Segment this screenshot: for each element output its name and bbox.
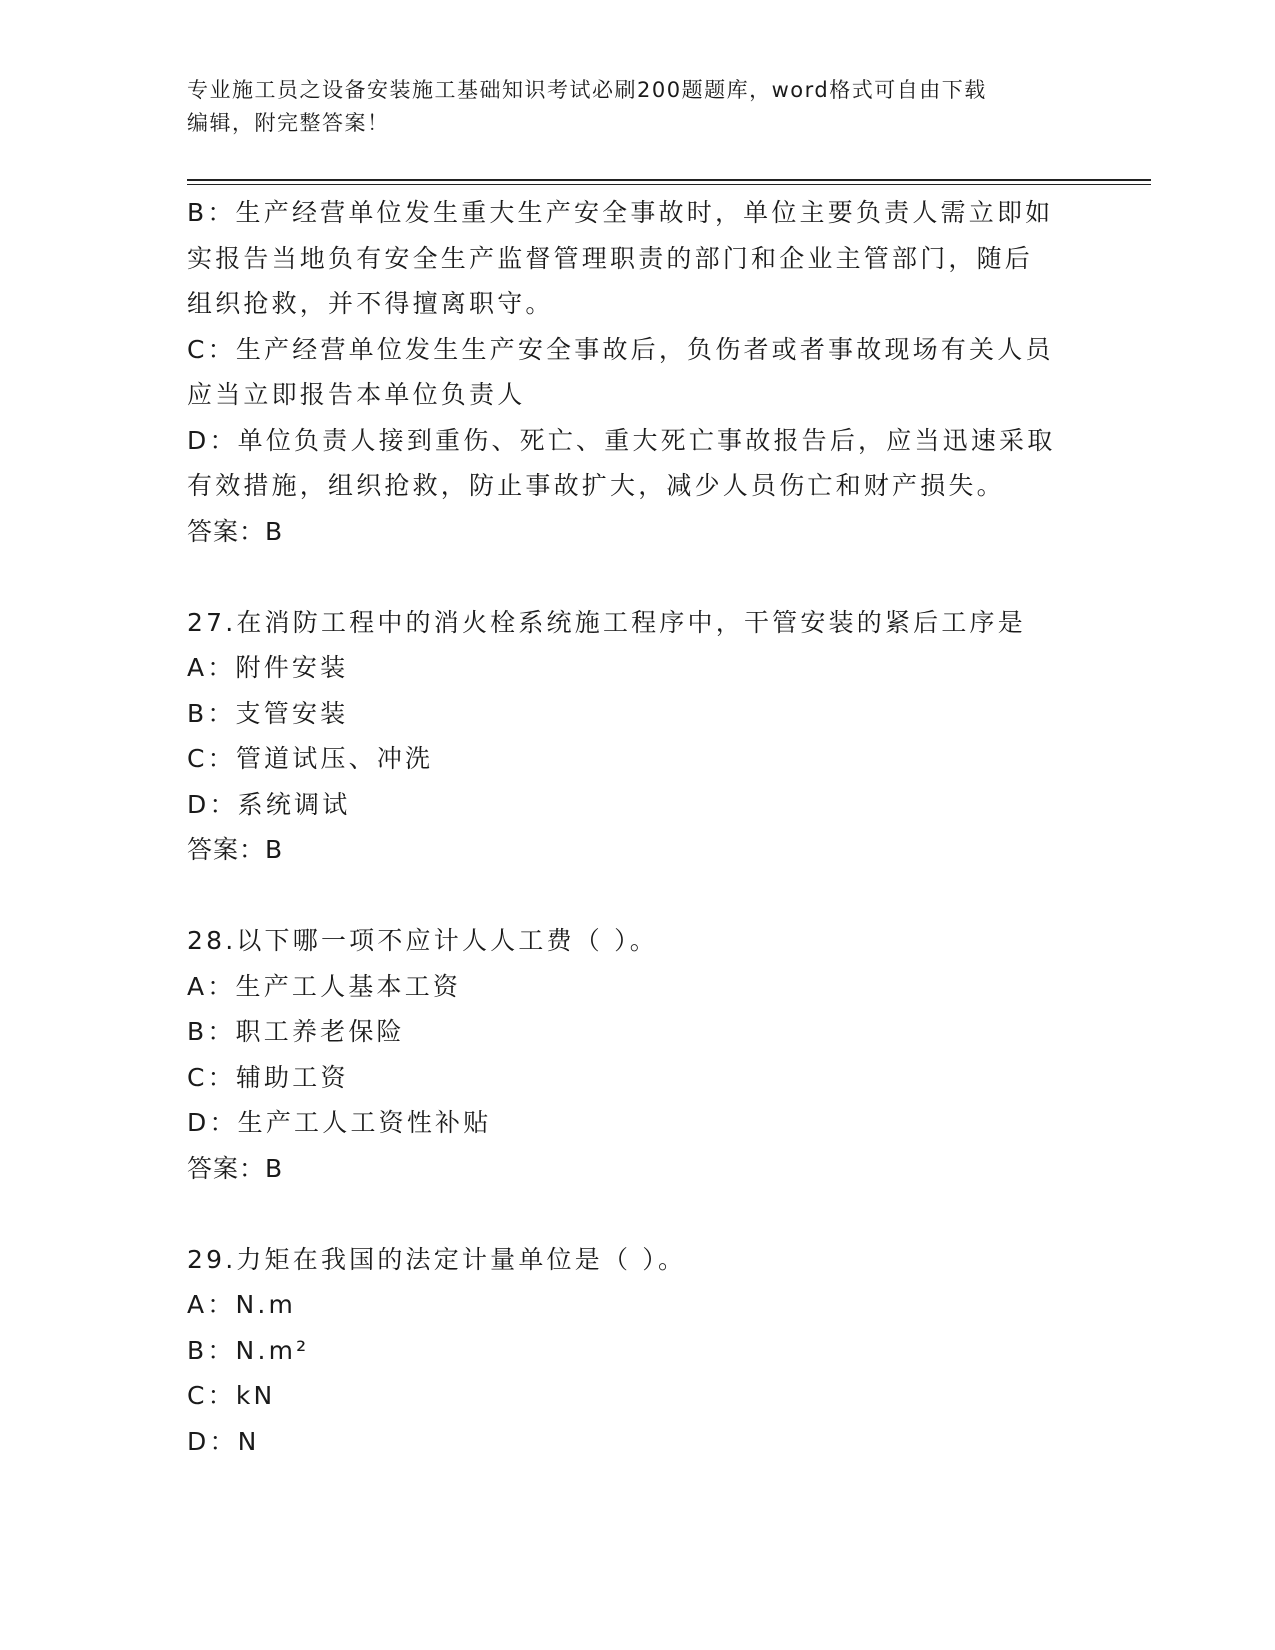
q27-question: 27.在消防工程中的消火栓系统施工程序中，干管安装的紧后工序是 bbox=[187, 607, 1026, 637]
q27-option-a: A：附件安装 bbox=[187, 653, 349, 682]
q28-option-a: A：生产工人基本工资 bbox=[187, 971, 462, 1001]
spacer bbox=[187, 1191, 1087, 1237]
q26-answer: 答案：B bbox=[187, 516, 284, 546]
q26-option-c-line-1: C：生产经营单位发生生产安全事故后，负伤者或者事故现场有关人员 bbox=[187, 334, 1054, 364]
q26-option-d-line-2: 有效措施，组织抢救，防止事故扩大，减少人员伤亡和财产损失。 bbox=[187, 471, 1005, 500]
header-title-line-1: 专业施工员之设备安装施工基础知识考试必刷200题题库，word格式可自由下载 bbox=[187, 78, 987, 102]
q28-option-d: D：生产工人工资性补贴 bbox=[187, 1108, 492, 1137]
question-26-block bbox=[187, 190, 1087, 554]
q26-option-b-line-1: B：生产经营单位发生重大生产安全事故时，单位主要负责人需立即如 bbox=[187, 198, 1054, 227]
spacer bbox=[187, 554, 1087, 600]
q26-option-b-line-3: 组织抢救，并不得擅离职守。 bbox=[187, 289, 554, 318]
spacer bbox=[187, 873, 1087, 919]
q27-answer: 答案：B bbox=[187, 835, 284, 864]
q29-option-b: B：N.m² bbox=[187, 1335, 310, 1365]
header-title-line-2: 编辑，附完整答案！ bbox=[187, 111, 390, 135]
q26-option-c-line-2: 应当立即报告本单位负责人 bbox=[187, 380, 526, 409]
q26-option-d-line-1: D：单位负责人接到重伤、死亡、重大死亡事故报告后，应当迅速采取 bbox=[187, 425, 1056, 455]
q27-option-d: D：系统调试 bbox=[187, 789, 351, 819]
question-29-block bbox=[187, 1237, 1087, 1465]
q27-option-c: C：管道试压、冲洗 bbox=[187, 744, 434, 773]
question-28-block bbox=[187, 918, 1087, 1191]
q28-option-c: C：辅助工资 bbox=[187, 1062, 349, 1092]
header-divider-thick bbox=[187, 179, 1151, 181]
q29-option-a: A：N.m bbox=[187, 1290, 297, 1319]
q27-option-b: B：支管安装 bbox=[187, 698, 349, 728]
document-body bbox=[187, 190, 1087, 1464]
q29-option-d: D：N bbox=[187, 1426, 260, 1456]
header-divider-thin bbox=[187, 184, 1151, 185]
q29-question: 29.力矩在我国的法定计量单位是（ ）。 bbox=[187, 1244, 687, 1274]
q28-answer: 答案：B bbox=[187, 1153, 284, 1183]
q28-question: 28.以下哪一项不应计人人工费（ ）。 bbox=[187, 926, 659, 955]
q28-option-b: B：职工养老保险 bbox=[187, 1017, 405, 1046]
q26-option-b-line-2: 实报告当地负有安全生产监督管理职责的部门和企业主管部门，随后 bbox=[187, 243, 1034, 273]
question-27-block bbox=[187, 600, 1087, 873]
document-header bbox=[187, 74, 1087, 140]
q29-option-c: C：kN bbox=[187, 1381, 276, 1410]
